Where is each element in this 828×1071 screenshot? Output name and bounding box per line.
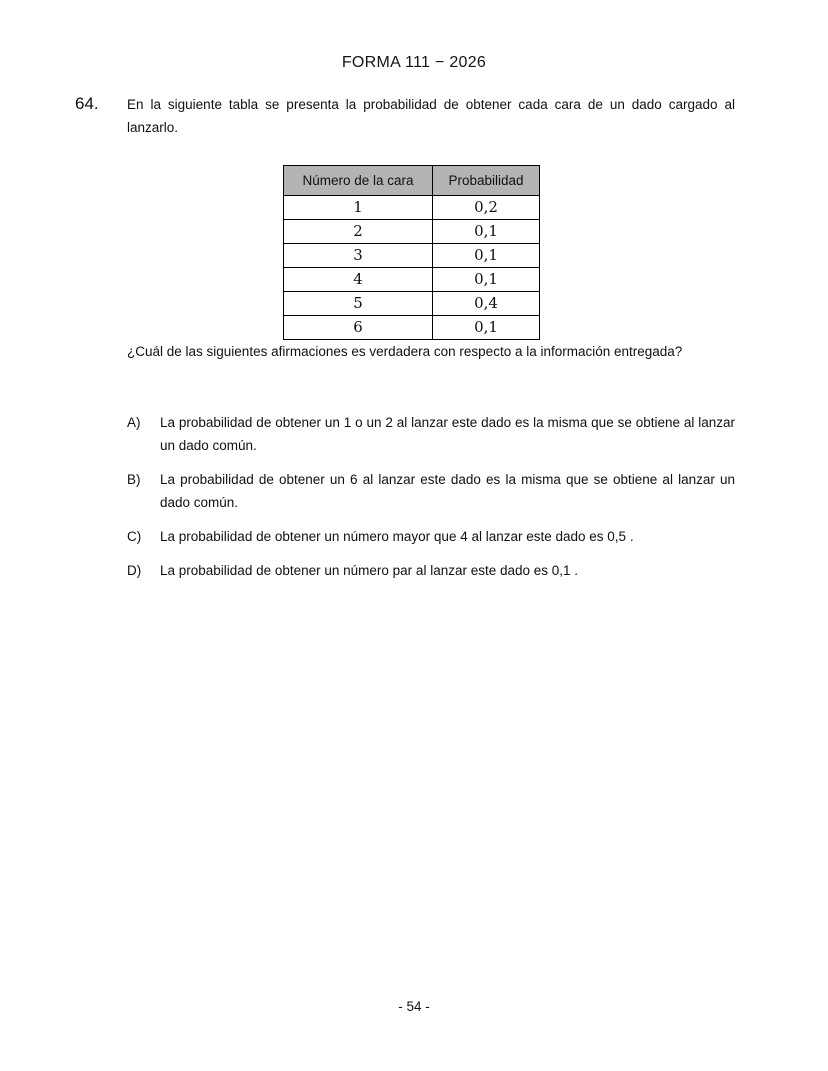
question-prompt: ¿Cuál de las siguientes afirmaciones es verdadera con respecto a la información entregada? (127, 344, 683, 359)
table-header-face: Número de la cara (284, 166, 433, 196)
probability-value: 0,1 (433, 244, 540, 268)
options-list (127, 411, 735, 582)
question-intro: En la siguiente tabla se presenta la probabilidad de obtener cada cara de un dado cargado al lanzarlo. (127, 97, 735, 135)
table-row (284, 292, 540, 316)
face-value: 4 (284, 268, 433, 292)
question-body (127, 93, 735, 593)
table-row (284, 268, 540, 292)
option-text: La probabilidad de obtener un número par al lanzar este dado es 0,1 . (160, 563, 579, 578)
page-title: FORMA 111 − 2026 (341, 54, 487, 71)
face-value: 3 (284, 244, 433, 268)
table-header-row (284, 166, 540, 196)
probability-value: 0,4 (433, 292, 540, 316)
question-block (0, 93, 828, 593)
face-value: 1 (284, 196, 433, 220)
page-number: - 54 - (398, 999, 430, 1014)
option-letter: D) (127, 563, 142, 578)
option-b (127, 468, 735, 514)
table-row (284, 316, 540, 340)
table-row (284, 244, 540, 268)
probability-table-wrapper (283, 165, 735, 340)
probability-value: 0,1 (433, 268, 540, 292)
face-value: 2 (284, 220, 433, 244)
probability-value: 0,1 (433, 220, 540, 244)
option-text: La probabilidad de obtener un 1 o un 2 al lanzar este dado es la misma que se obtiene al lanzar un dado común. (160, 415, 735, 453)
option-text: La probabilidad de obtener un 6 al lanzar este dado es la misma que se obtiene al lanzar un dado común. (160, 472, 735, 510)
probability-value: 0,1 (433, 316, 540, 340)
probability-value: 0,2 (433, 196, 540, 220)
probability-table (283, 165, 540, 340)
option-letter: C) (127, 529, 142, 544)
option-d (127, 559, 735, 582)
table-header-probability: Probabilidad (433, 166, 540, 196)
option-a (127, 411, 735, 457)
face-value: 5 (284, 292, 433, 316)
option-letter: B) (127, 472, 141, 487)
option-letter: A) (127, 415, 141, 430)
question-number: 64. (75, 94, 99, 113)
table-row (284, 196, 540, 220)
face-value: 6 (284, 316, 433, 340)
option-c (127, 525, 735, 548)
table-row (284, 220, 540, 244)
option-text: La probabilidad de obtener un número mayor que 4 al lanzar este dado es 0,5 . (160, 529, 634, 544)
